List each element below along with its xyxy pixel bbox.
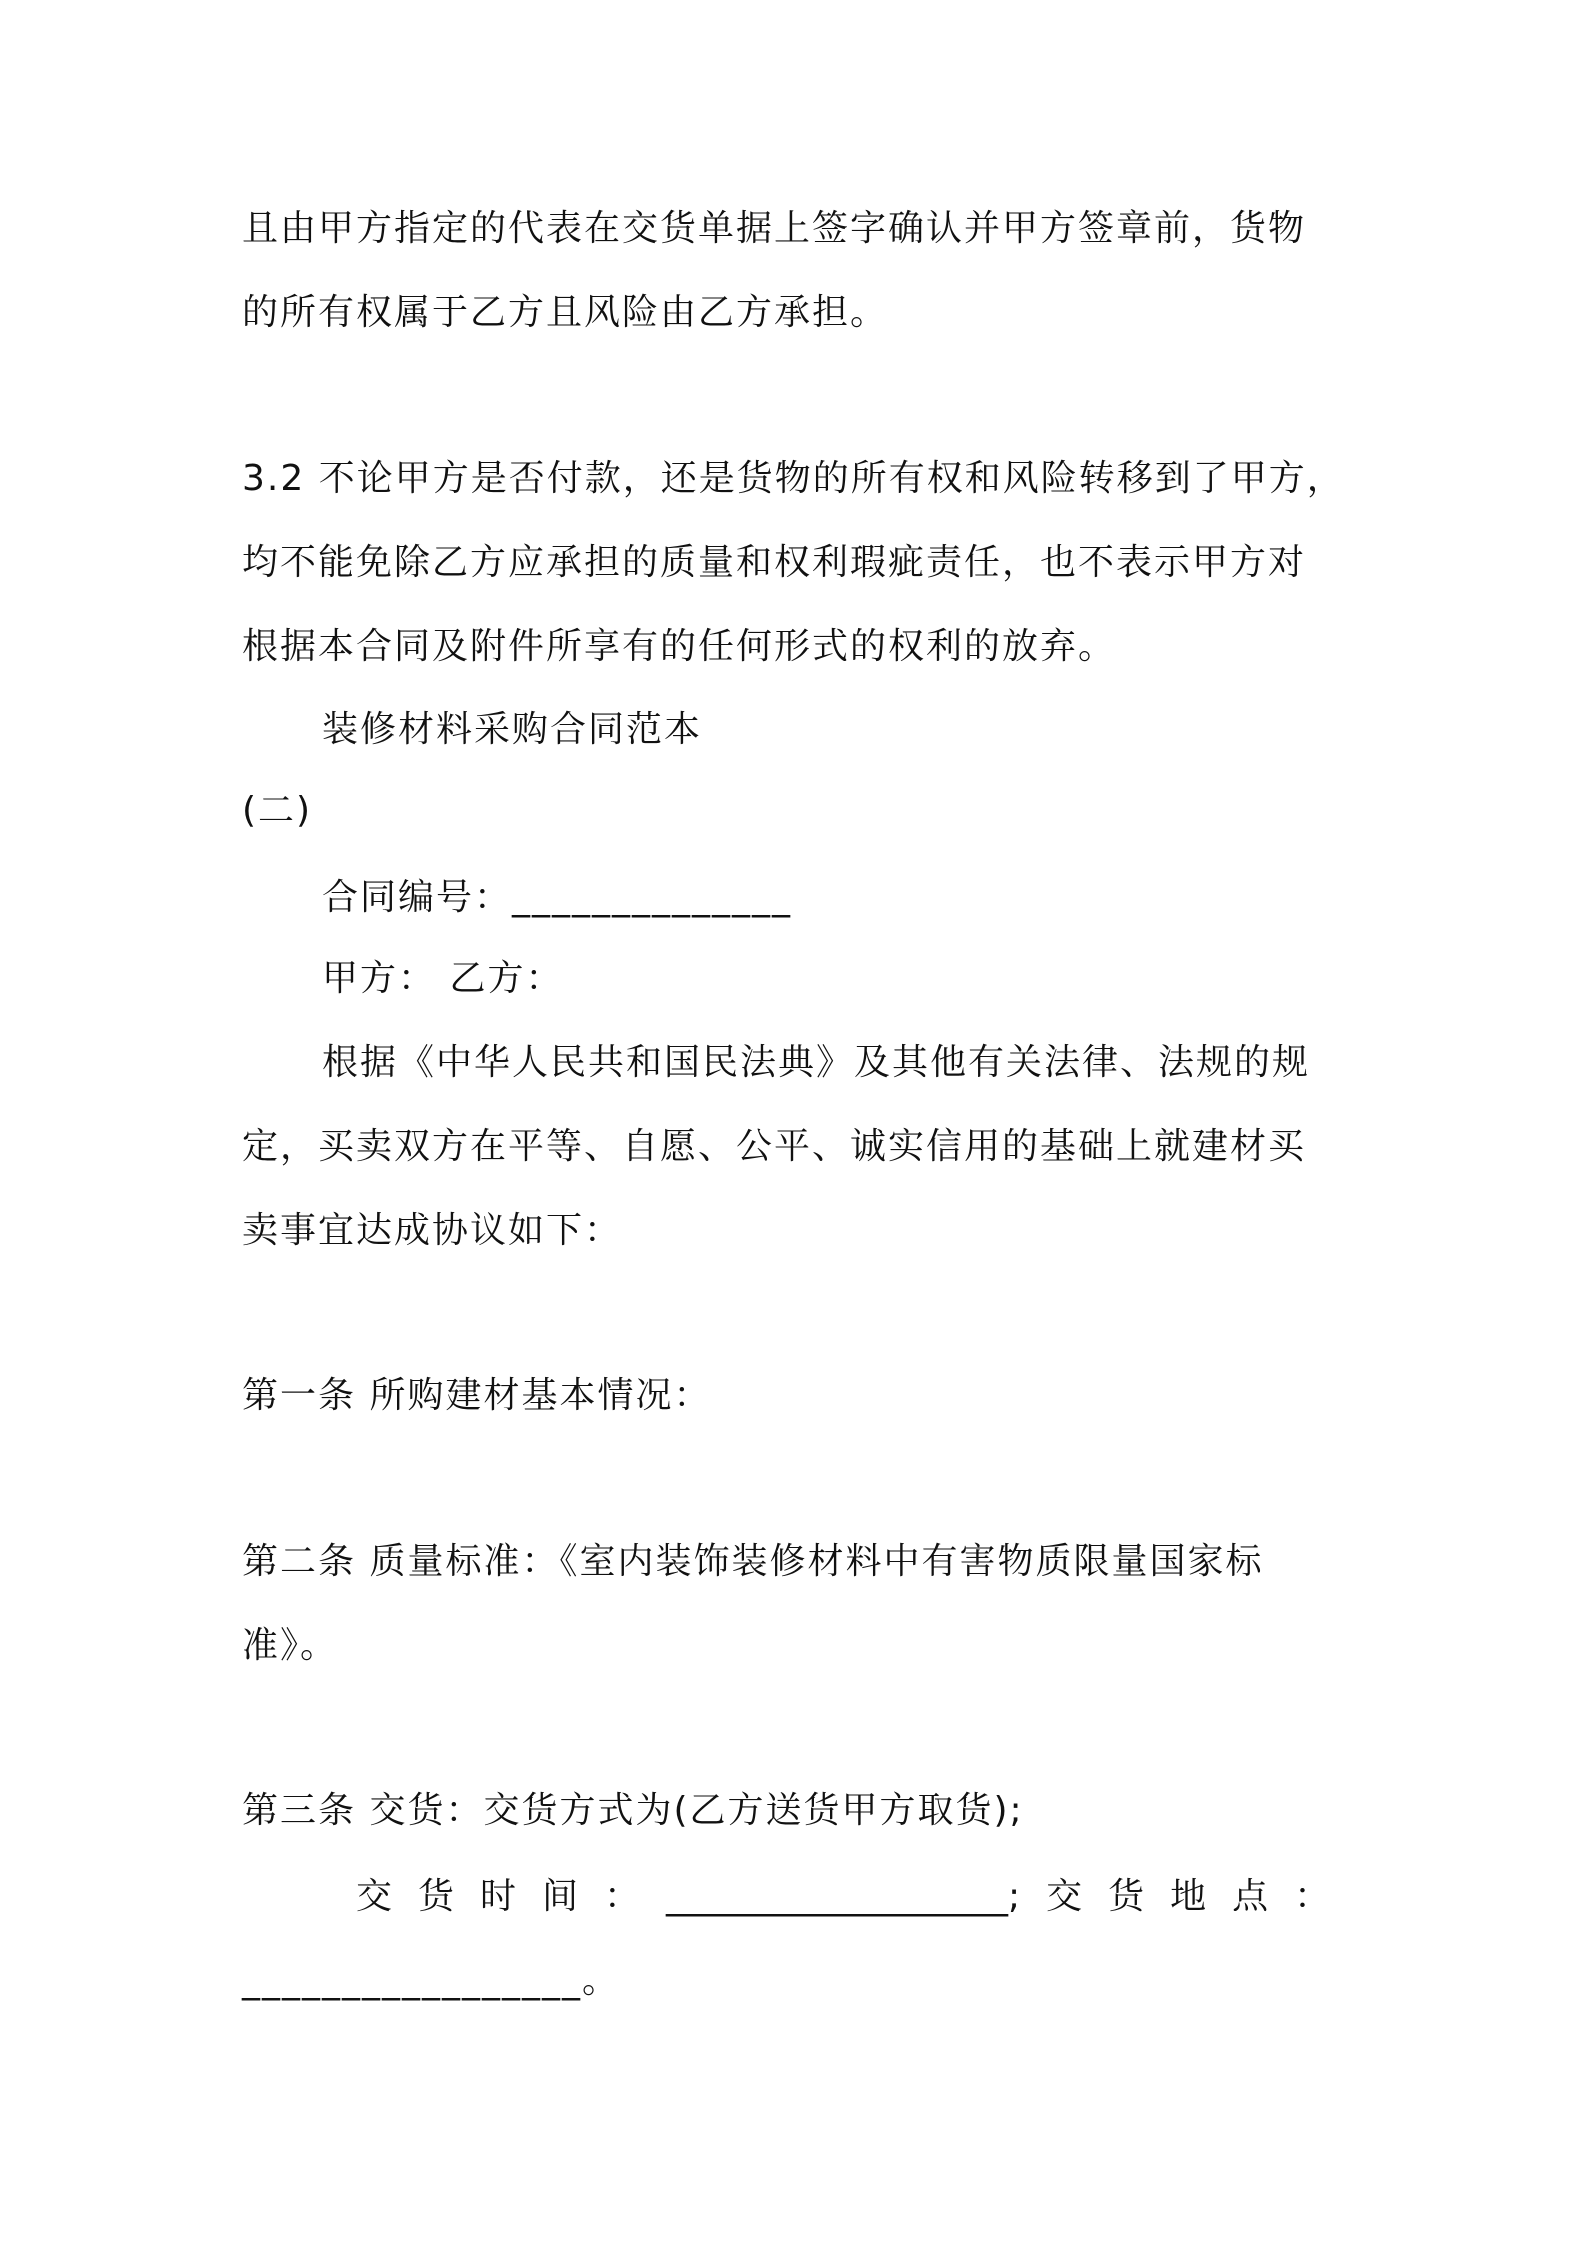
- paragraph-line: 均不能免除乙方应承担的质量和权利瑕疵责任，也不表示甲方对: [242, 542, 1307, 583]
- delivery-time-blank: ___________________: [666, 1876, 1009, 1917]
- delivery-place-blank: _________________。: [242, 1960, 620, 2001]
- article-2-heading: 第二条 质量标准：《室内装饰装修材料中有害物质限量国家标: [242, 1541, 1264, 1582]
- parties-line: 甲方： 乙方：: [322, 958, 564, 999]
- section-number: (二): [242, 790, 313, 831]
- paragraph-line: 卖事宜达成协议如下：: [242, 1210, 623, 1251]
- paragraph-line: 且由甲方指定的代表在交货单据上签字确认并甲方签章前，货物: [242, 208, 1307, 249]
- article-1-heading: 第一条 所购建材基本情况：: [242, 1375, 712, 1416]
- delivery-time-label: 交货时间：: [356, 1876, 667, 1917]
- paragraph-line: 的所有权属于乙方且风险由乙方承担。: [242, 292, 889, 333]
- paragraph-line: 根据本合同及附件所享有的任何形式的权利的放弃。: [242, 626, 1117, 667]
- document-title: 装修材料采购合同范本: [322, 709, 703, 750]
- paragraph-line: 定，买卖双方在平等、自愿、公平、诚实信用的基础上就建材买: [242, 1126, 1307, 1167]
- paragraph-line: 准》。: [242, 1625, 339, 1666]
- paragraph-line: 根据《中华人民共和国民法典》及其他有关法律、法规的规: [322, 1042, 1311, 1083]
- delivery-place-label: ;交货地点：: [1008, 1876, 1357, 1917]
- clause-3-2-line: 3.2 不论甲方是否付款，还是货物的所有权和风险转移到了甲方，: [242, 458, 1345, 499]
- contract-number-field: 合同编号：______________: [322, 877, 793, 918]
- delivery-line: [356, 1873, 1356, 1921]
- article-3-heading: 第三条 交货：交货方式为(乙方送货甲方取货);: [242, 1790, 1024, 1831]
